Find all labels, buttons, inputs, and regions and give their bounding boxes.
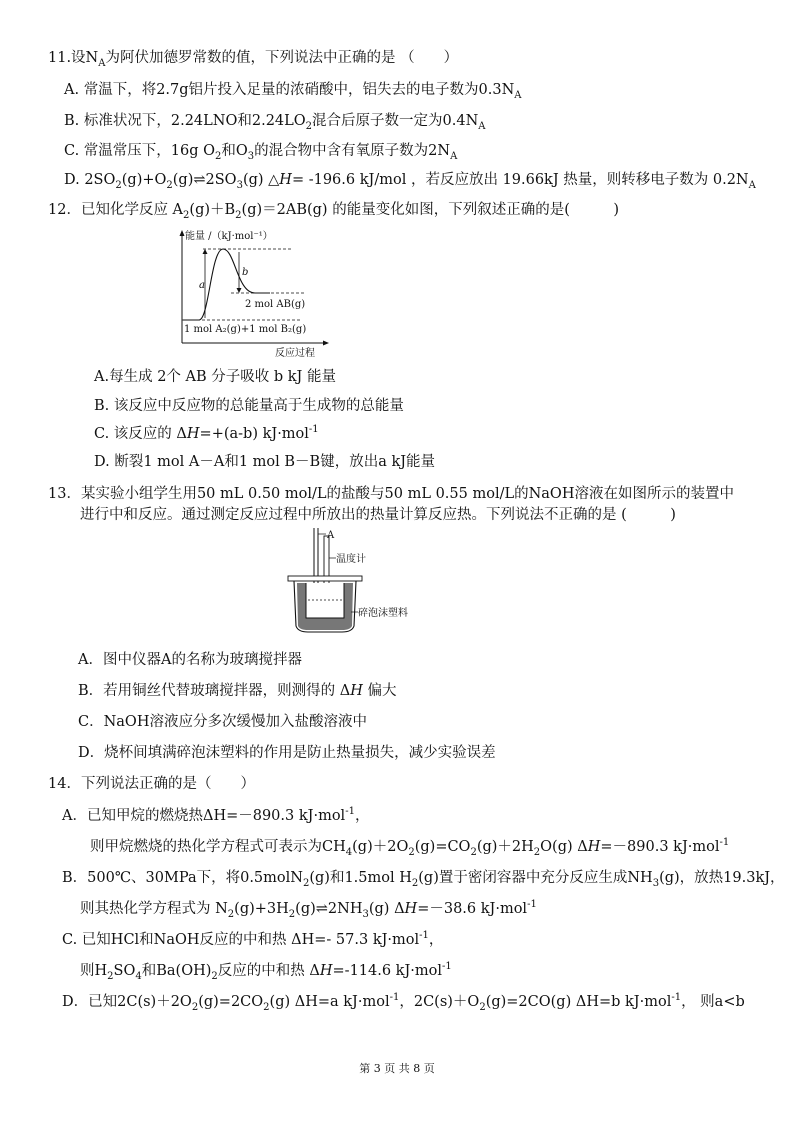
product-label: 2 mol AB(g): [245, 299, 306, 310]
q13-option-b: B．若用铜丝代替玻璃搅拌器，则测得的 ΔH 偏大: [78, 683, 397, 699]
q12-option-d: D. 断裂1 mol A－A和1 mol B－B键，放出a kJ能量: [94, 454, 436, 470]
arrow-b-head: [237, 288, 242, 293]
q13-stem-line1: 13．某实验小组学生用50 mL 0.50 mol/L的盐酸与50 mL 0.55 mol/L的NaOH溶液在如图所示的装置中: [48, 486, 734, 502]
q14-option-a-line2: 则甲烷燃烧的热化学方程式可表示为$CH_4(g)+2O_2(g)=CO_2(g)+2H_2O(g)$ ΔH=－890.3 kJ·mol$^{-1}$: [90, 837, 730, 858]
calorimeter-figure: [284, 526, 424, 638]
q12-option-b: B. 该反应中反应物的总能量高于生成物的总能量: [94, 398, 404, 414]
q14-option-d: D．已知$2C(s)+2O_2(g)=2CO_2(g)$ ΔH=a kJ·mol$^{-1}$，$2C(s)+O_2(g)=2CO(g)$ ΔH=b kJ·mol$^{-1}$， 则a<b: [62, 992, 745, 1013]
label-a: A: [327, 530, 335, 541]
q11-stem: 11.设$N_A$为阿伏加德罗常数的值，下列说法中正确的是 （ ）: [48, 50, 459, 69]
q14-option-c-line2: 则$H_2SO_4$和$Ba(OH)_2$反应的中和热 ΔH=-114.6 kJ·mol$^{-1}$: [80, 961, 452, 982]
label-a: a: [199, 280, 205, 291]
q14-option-a-line1: A．已知甲烷的燃烧热ΔH=－890.3 kJ·mol$^{-1}$，: [62, 806, 370, 824]
q13-option-d: D．烧杯间填满碎泡沫塑料的作用是防止热量损失，减少实验误差: [78, 745, 496, 761]
q11-option-b: B. 标准状况下，2.24LNO和$2.24LO_2$混合后原子数一定为$0.4N_A$: [64, 113, 486, 132]
q14-stem: 14．下列说法正确的是（ ）: [48, 776, 255, 792]
energy-diagram: [175, 225, 335, 360]
q14-option-b-line2: 则其热化学方程式为 $N_2(g)+3H_2(g)\rightleftharpoons 2NH_3(g)$ ΔH=－38.6 kJ·mol$^{-1}$: [80, 899, 537, 920]
y-axis-label: 能量 /（kJ·mol⁻¹）: [185, 231, 273, 242]
q14-option-c-line1: C. 已知HCl和NaOH反应的中和热 ΔH=- 57.3 kJ·mol$^{-1}$，: [62, 930, 444, 948]
label-thermometer: 温度计: [336, 554, 366, 565]
q13-stem-line2: 进行中和反应。通过测定反应过程中所放出的热量计算反应热。下列说法不正确的是 ( ): [80, 507, 676, 523]
q12-stem: 12．已知化学反应 $A_2(g)+B_2(g)=2AB(g)$ 的能量变化如图，下列叙述正确的是( ): [48, 202, 620, 221]
q11-option-d: D. $2SO_2(g)+O_2(g)\rightleftharpoons 2SO_3(g)$ △H= -196.6 kJ/mol ，若反应放出 19.66kJ 热量，则转移电子数为 $0.2N_A$: [64, 172, 756, 191]
q11-option-c: C. 常温常压下，16g $O_2$和$O_3$的混合物中含有氧原子数为$2N_A$: [64, 143, 458, 162]
q11-option-a: A. 常温下，将2.7g铝片投入足量的浓硝酸中，铝失去的电子数为$0.3N_A$: [64, 82, 522, 101]
label-b: b: [242, 267, 249, 278]
y-axis-arrow: [180, 230, 185, 236]
x-axis-arrow: [323, 341, 329, 346]
q12-option-c: C. 该反应的 ΔH=+(a-b) kJ·mol$^{-1}$: [94, 424, 319, 442]
reactant-label: 1 mol A₂(g)+1 mol B₂(g): [184, 324, 307, 335]
q13-option-c: C．NaOH溶液应分多次缓慢加入盐酸溶液中: [78, 714, 367, 730]
arrow-a-head: [203, 249, 208, 254]
x-axis-label: 反应过程: [275, 348, 315, 359]
q14-option-b-line1: B．500℃、30MPa下，将0.5molN$_2$(g)和1.5mol $H_2(g)$置于密闭容器中充分反应生成$NH_3(g)$，放热19.3kJ，: [62, 870, 785, 889]
q12-option-a: A.每生成 2个 AB 分子吸收 b kJ 能量: [94, 369, 336, 385]
label-foam: 碎泡沫塑料: [358, 608, 408, 619]
q13-option-a: A．图中仪器A的名称为玻璃搅拌器: [78, 652, 302, 668]
page-footer: 第 3 页 共 8 页: [359, 1062, 435, 1075]
